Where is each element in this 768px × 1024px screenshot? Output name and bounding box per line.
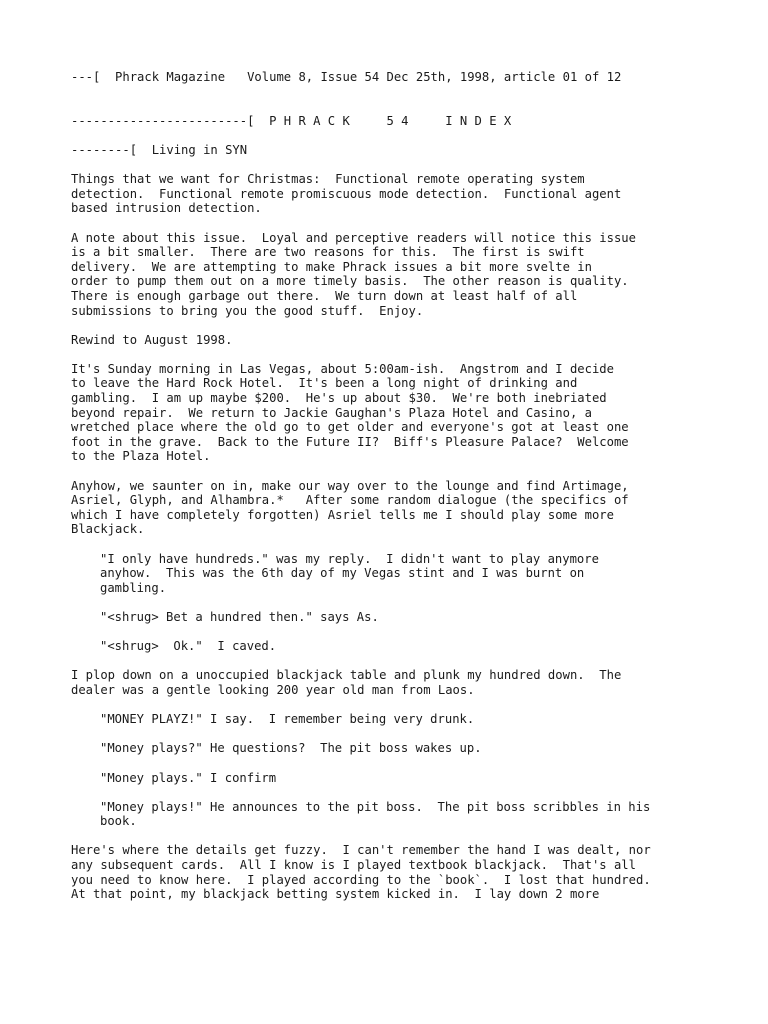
text-line: "<shrug> Bet a hundred then." says As. [100, 609, 379, 624]
text-line: wretched place where the old go to get older and everyone's got at least one [71, 420, 629, 435]
document-body [71, 70, 761, 902]
text-line: "I only have hundreds." was my reply. I didn't want to play anymore [100, 551, 599, 566]
text-line: gambling. I am up maybe $200. He's up about $30. We're both inebriated [71, 391, 607, 406]
text-line: anyhow. This was the 6th day of my Vegas stint and I was burnt on [100, 566, 585, 581]
text-line: "<shrug> Ok." I caved. [100, 639, 277, 654]
text-line: to leave the Hard Rock Hotel. It's been a long night of drinking and [71, 376, 578, 391]
text-line: dealer was a gentle looking 200 year old man from Laos. [71, 682, 475, 697]
text-line: book. [100, 814, 137, 829]
paragraph-christmas [71, 172, 761, 216]
text-line: Anyhow, we saunter on in, make our way over to the lounge and find Artimage, [71, 478, 629, 493]
paragraph-blackjack-table [71, 668, 761, 697]
quote-money-plays-announce [71, 800, 761, 829]
quote-money-playz [71, 712, 761, 727]
text-line: Rewind to August 1998. [71, 332, 233, 347]
text-line: you need to know here. I played according to the `book`. I lost that hundred. [71, 872, 651, 887]
text-line: any subsequent cards. All I know is I played textbook blackjack. That's all [71, 858, 636, 873]
text-line: "Money plays!" He announces to the pit boss. The pit boss scribbles in his [100, 799, 651, 814]
text-line: detection. Functional remote promiscuous mode detection. Functional agent [71, 186, 622, 201]
text-line: based intrusion detection. [71, 201, 262, 216]
text-line: Things that we want for Christmas: Functional remote operating system [71, 172, 585, 187]
text-line: At that point, my blackjack betting system kicked in. I lay down 2 more [71, 887, 600, 902]
paragraph-las-vegas [71, 362, 761, 464]
paragraph-lounge [71, 479, 761, 537]
text-line: foot in the grave. Back to the Future II? Biff's Pleasure Palace? Welcome [71, 434, 629, 449]
paragraph-rewind [71, 333, 761, 348]
paragraph-issue-note [71, 231, 761, 319]
paragraph-details-fuzzy [71, 843, 761, 901]
text-line: Blackjack. [71, 522, 145, 537]
text-line: gambling. [100, 580, 167, 595]
quote-money-plays-question [71, 741, 761, 756]
text-line: order to pump them out on a more timely basis. The other reason is quality. [71, 274, 629, 289]
quote-shrug-bet [71, 610, 761, 625]
text-line: It's Sunday morning in Las Vegas, about 5:00am-ish. Angstrom and I decide [71, 361, 614, 376]
section-heading: --------[ Living in SYN [71, 142, 248, 157]
text-line: Asriel, Glyph, and Alhambra.* After some random dialogue (the specifics of [71, 493, 629, 508]
text-line: "Money plays?" He questions? The pit boss wakes up. [100, 741, 482, 756]
text-line: "Money plays." I confirm [100, 770, 277, 785]
quote-hundreds [71, 552, 761, 596]
text-line: beyond repair. We return to Jackie Gaughan's Plaza Hotel and Casino, a [71, 405, 592, 420]
text-line: There is enough garbage out there. We turn down at least half of all [71, 288, 578, 303]
text-line: A note about this issue. Loyal and perceptive readers will notice this issue [71, 230, 636, 245]
text-line: is a bit smaller. There are two reasons for this. The first is swift [71, 245, 585, 260]
index-banner: ------------------------[ P H R A C K 5 4 I N D E X [71, 113, 512, 128]
quote-money-plays-confirm [71, 771, 761, 786]
text-line: Here's where the details get fuzzy. I can't remember the hand I was dealt, nor [71, 843, 651, 858]
article-header: ---[ Phrack Magazine Volume 8, Issue 54 Dec 25th, 1998, article 01 of 12 [71, 70, 622, 84]
text-line: "MONEY PLAYZ!" I say. I remember being very drunk. [100, 712, 475, 727]
text-line: to the Plaza Hotel. [71, 449, 211, 464]
text-line: submissions to bring you the good stuff. Enjoy. [71, 303, 424, 318]
text-line: which I have completely forgotten) Asriel tells me I should play some more [71, 507, 614, 522]
text-line: delivery. We are attempting to make Phrack issues a bit more svelte in [71, 259, 592, 274]
quote-shrug-ok [71, 639, 761, 654]
text-line: I plop down on a unoccupied blackjack table and plunk my hundred down. The [71, 668, 622, 683]
